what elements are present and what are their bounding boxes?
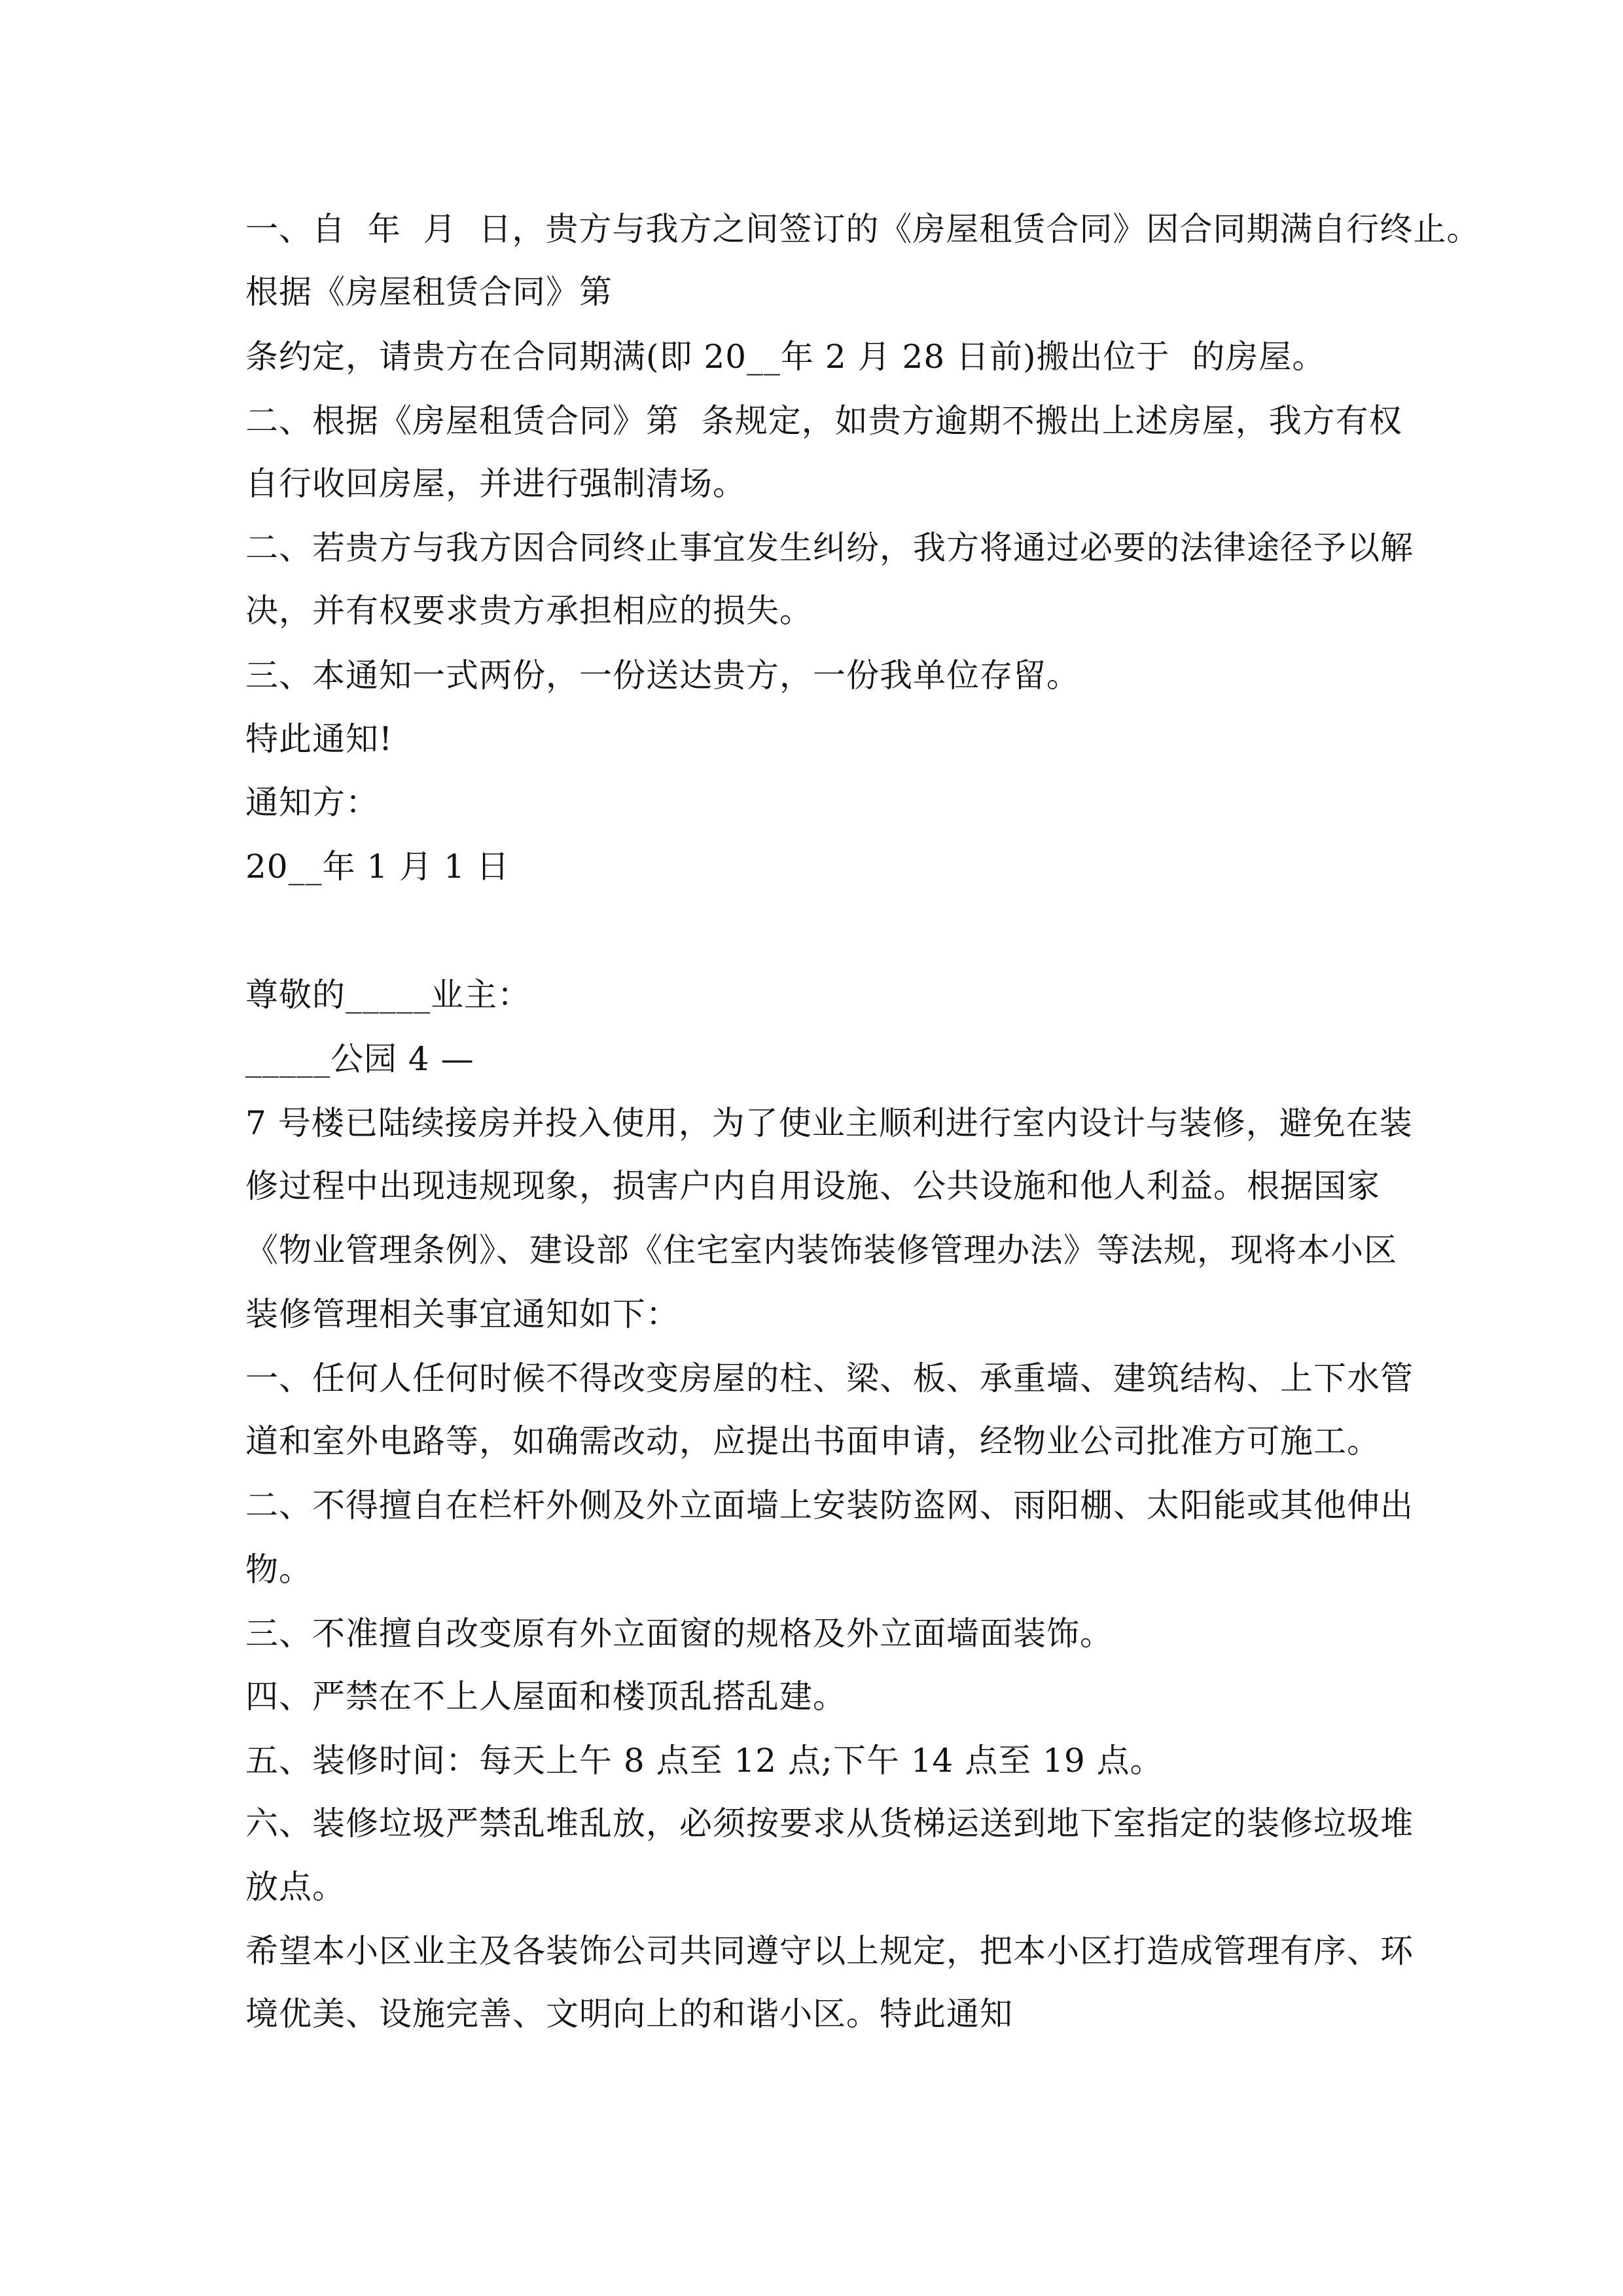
notifier-label: 通知方：	[245, 783, 379, 821]
notice-line: 特此通知!	[245, 720, 393, 758]
notice-line: 境优美、设施完善、文明向上的和谐小区。特此通知	[245, 1995, 1013, 2033]
notice-line: 三、不准擅自改变原有外立面窗的规格及外立面墙面装饰。	[245, 1615, 1113, 1653]
notice-line: _____公园 4 —	[245, 1040, 474, 1078]
notice-line: 三、本通知一式两份，一份送达贵方，一份我单位存留。	[245, 656, 1080, 694]
notice-line: 修过程中出现违规现象，损害户内自用设施、公共设施和他人利益。根据国家	[245, 1167, 1380, 1205]
notice-line: 道和室外电路等，如确需改动，应提出书面申请，经物业公司批准方可施工。	[245, 1422, 1380, 1460]
notice-line: 根据《房屋租赁合同》第	[245, 273, 613, 311]
notice-line: 自行收回房屋，并进行强制清场。	[245, 465, 746, 503]
notice-line: 希望本小区业主及各装饰公司共同遵守以上规定，把本小区打造成管理有序、环	[245, 1932, 1414, 1970]
notice-line: 四、严禁在不上人屋面和楼顶乱搭乱建。	[245, 1677, 846, 1715]
notice-line: 二、若贵方与我方因合同终止事宜发生纠纷，我方将通过必要的法律途径予以解	[245, 529, 1414, 567]
salutation: 尊敬的_____业主：	[245, 976, 531, 1014]
notice-line: 五、装修时间：每天上午 8 点至 12 点;下午 14 点至 19 点。	[245, 1742, 1164, 1780]
notice-line: 二、根据《房屋租赁合同》第 条规定，如贵方逾期不搬出上述房屋，我方有权	[245, 402, 1402, 440]
notice-line: 7 号楼已陆续接房并投入使用，为了使业主顺利进行室内设计与装修，避免在装	[245, 1104, 1413, 1142]
notice-line: 条约定，请贵方在合同期满(即 20__年 2 月 28 日前)搬出位于 的房屋。	[245, 338, 1326, 376]
notice-line: 《物业管理条例》、建设部《住宅室内装饰装修管理办法》等法规，现将本小区	[245, 1231, 1397, 1269]
notice-line: 装修管理相关事宜通知如下：	[245, 1295, 679, 1333]
notice-line: 放点。	[245, 1868, 346, 1906]
notice-line: 物。	[245, 1551, 312, 1588]
notice-line: 一、自 年 月 日，贵方与我方之间签订的《房屋租赁合同》因合同期满自行终止。	[245, 210, 1480, 248]
notice-date: 20__年 1 月 1 日	[245, 848, 510, 886]
notice-line: 一、任何人任何时候不得改变房屋的柱、梁、板、承重墙、建筑结构、上下水管	[245, 1359, 1414, 1397]
notice-line: 决，并有权要求贵方承担相应的损失。	[245, 592, 813, 630]
notice-line: 六、装修垃圾严禁乱堆乱放，必须按要求从货梯运送到地下室指定的装修垃圾堆	[245, 1804, 1414, 1842]
notice-line: 二、不得擅自在栏杆外侧及外立面墙上安装防盗网、雨阳棚、太阳能或其他伸出	[245, 1486, 1414, 1524]
